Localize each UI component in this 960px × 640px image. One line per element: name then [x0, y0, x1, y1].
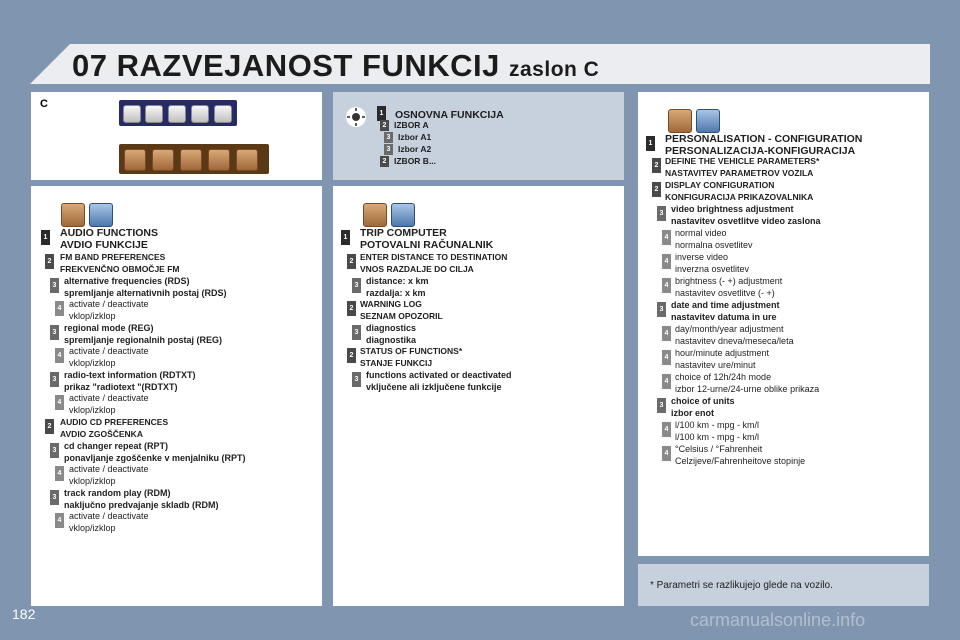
personal-line: KONFIGURACIJA PRIKAZOVALNIKA	[665, 192, 814, 202]
audio-line: ponavljanje zgoščenke v menjalniku (RPT)	[64, 453, 246, 463]
level-badge: 4	[55, 466, 64, 481]
audio-line: AUDIO CD PREFERENCES	[60, 417, 169, 427]
personal-line: normal video	[675, 228, 727, 238]
audio-line: track random play (RDM)	[64, 488, 171, 498]
personal-line: °Celsius / °Fahrenheit	[675, 444, 763, 454]
trip-line: distance: x km	[366, 276, 429, 286]
audio-alt-icon	[89, 203, 113, 227]
audio-line: activate / deactivate	[69, 346, 149, 356]
audio-line: FM BAND PREFERENCES	[60, 252, 166, 262]
personalisation-panel	[638, 92, 929, 556]
legend-item: IZBOR A	[394, 120, 429, 130]
audio-line: vklop/izklop	[69, 476, 116, 486]
audio-line: vklop/izklop	[69, 405, 116, 415]
audio-line: regional mode (REG)	[64, 323, 154, 333]
audio-line: activate / deactivate	[69, 393, 149, 403]
title-text: RAZVEJANOST FUNKCIJ	[116, 48, 500, 83]
level-badge: 2	[347, 301, 356, 316]
personal-line: nastavitev osvetlitve (- +)	[675, 288, 775, 298]
personal-line: choice of 12h/24h mode	[675, 372, 772, 382]
personal-line: nastavitev dneva/meseca/leta	[675, 336, 794, 346]
level-badge: 2	[45, 254, 54, 269]
personal-line: Celzijeve/Fahrenheitove stopinje	[675, 456, 806, 466]
level-badge: 1	[377, 106, 386, 121]
personal-line: izbor enot	[671, 408, 714, 418]
level-badge: 2	[347, 254, 356, 269]
level-badge: 3	[50, 372, 59, 387]
personal-line: DEFINE THE VEHICLE PARAMETERS*	[665, 156, 820, 166]
audio-line: naključno predvajanje skladb (RDM)	[64, 500, 219, 510]
legend-item: IZBOR B...	[394, 156, 437, 166]
trip-line: functions activated or deactivated	[366, 370, 512, 380]
audio-line: prikaz "radiotext "(RDTXT)	[64, 382, 178, 392]
level-badge: 3	[657, 398, 666, 413]
audio-line: AUDIO FUNCTIONS	[60, 227, 158, 239]
legend-item: OSNOVNA FUNKCIJA	[395, 109, 504, 121]
level-badge: 2	[380, 156, 389, 167]
page-title	[72, 48, 599, 84]
level-badge: 3	[384, 132, 393, 143]
personal-line: izbor 12-urne/24-urne oblike prikaza	[675, 384, 820, 394]
personal-line: nastavitev osvetlitve video zaslona	[671, 216, 821, 226]
level-badge: 2	[652, 182, 661, 197]
legend-item: Izbor A1	[398, 132, 432, 142]
audio-line: radio-text information (RDTXT)	[64, 370, 196, 380]
personal-line: inverse video	[675, 252, 729, 262]
trip-line: diagnostika	[366, 335, 417, 345]
personal-line: nastavitev ure/minut	[675, 360, 756, 370]
level-badge: 3	[657, 206, 666, 221]
level-badge: 2	[380, 120, 389, 131]
screen-menu-strip-selected	[119, 144, 269, 174]
level-badge: 2	[652, 158, 661, 173]
trip-line: STANJE FUNKCIJ	[360, 358, 433, 368]
audio-line: cd changer repeat (RPT)	[64, 441, 169, 451]
personal-line: l/100 km - mpg - km/l	[675, 420, 760, 430]
screen-menu-strip	[119, 100, 237, 126]
personal-line: day/month/year adjustment	[675, 324, 784, 334]
personal-line: PERSONALIZACIJA-KONFIGURACIJA	[665, 145, 856, 157]
level-badge: 3	[50, 325, 59, 340]
level-badge: 1	[41, 230, 50, 245]
legend-item: Izbor A2	[398, 144, 432, 154]
audio-line: AVDIO ZGOŠČENKA	[60, 429, 143, 439]
level-badge: 4	[55, 395, 64, 410]
footnote-box	[638, 564, 929, 606]
level-badge: 4	[662, 422, 671, 437]
audio-line: vklop/izklop	[69, 358, 116, 368]
audio-line: activate / deactivate	[69, 511, 149, 521]
audio-line: vklop/izklop	[69, 523, 116, 533]
chapter-number: 07	[72, 48, 108, 83]
level-badge: 4	[662, 278, 671, 293]
audio-menu-icon	[123, 105, 141, 123]
level-badge: 4	[662, 374, 671, 389]
level-badge: 3	[657, 302, 666, 317]
personal-line: DISPLAY CONFIGURATION	[665, 180, 775, 190]
level-badge: 4	[55, 348, 64, 363]
personal-line: PERSONALISATION - CONFIGURATION	[665, 133, 863, 145]
trip-alt-icon	[391, 203, 415, 227]
personal-line: l/100 km - mpg - km/l	[675, 432, 760, 442]
audio-line: spremljanje regionalnih postaj (REG)	[64, 335, 223, 345]
trip-menu-icon-selected	[152, 149, 174, 171]
level-badge: 3	[352, 325, 361, 340]
screen-c-panel	[31, 92, 322, 180]
phone-menu-icon-selected	[208, 149, 230, 171]
level-badge: 4	[55, 513, 64, 528]
level-badge: 4	[55, 301, 64, 316]
audio-line: alternative frequencies (RDS)	[64, 276, 190, 286]
personal-line: brightness (- +) adjustment	[675, 276, 783, 286]
level-badge: 3	[50, 490, 59, 505]
level-badge: 4	[662, 230, 671, 245]
config-menu-icon-selected	[236, 149, 258, 171]
personal-line: hour/minute adjustment	[675, 348, 770, 358]
trip-line: ENTER DISTANCE TO DESTINATION	[360, 252, 508, 262]
settings-menu-icon	[168, 105, 186, 123]
audio-line: vklop/izklop	[69, 311, 116, 321]
title-subtitle: zaslon C	[509, 58, 600, 81]
trip-line: SEZNAM OPOZORIL	[360, 311, 443, 321]
audio-line: activate / deactivate	[69, 464, 149, 474]
level-badge: 4	[662, 446, 671, 461]
trip-line: TRIP COMPUTER	[360, 227, 447, 239]
trip-line: razdalja: x km	[366, 288, 426, 298]
config-menu-icon	[214, 105, 232, 123]
level-badge: 4	[662, 254, 671, 269]
level-badge: 3	[50, 443, 59, 458]
config-alt-icon	[696, 109, 720, 133]
main-function-legend	[333, 92, 624, 180]
footnote-text: * Parametri se razlikujejo glede na vozilo.	[650, 580, 833, 591]
level-badge: 3	[50, 278, 59, 293]
personal-line: normalna osvetlitev	[675, 240, 753, 250]
trip-line: VNOS RAZDALJE DO CILJA	[360, 264, 474, 274]
level-badge: 1	[646, 136, 655, 151]
personal-line: nastavitev datuma in ure	[671, 312, 777, 322]
level-badge: 4	[662, 350, 671, 365]
audio-line: FREKVENČNO OBMOČJE FM	[60, 264, 180, 274]
audio-line: spremljanje alternativnih postaj (RDS)	[64, 288, 227, 298]
config-icon	[668, 109, 692, 133]
trip-computer-panel	[333, 186, 624, 606]
level-badge: 4	[662, 326, 671, 341]
personal-line: NASTAVITEV PARAMETROV VOZILA	[665, 168, 814, 178]
trip-line: POTOVALNI RAČUNALNIK	[360, 239, 494, 251]
level-badge: 2	[347, 348, 356, 363]
trip-line: STATUS OF FUNCTIONS*	[360, 346, 463, 356]
settings-menu-icon-selected	[180, 149, 202, 171]
level-badge: 2	[45, 419, 54, 434]
audio-line: AVDIO FUNKCIJE	[60, 239, 148, 251]
main-function-icon	[345, 106, 367, 128]
watermark: carmanualsonline.info	[690, 610, 866, 630]
page-number: 182	[12, 606, 36, 622]
trip-line: diagnostics	[366, 323, 417, 333]
trip-line: vključene ali izključene funkcije	[366, 382, 502, 392]
audio-icon	[61, 203, 85, 227]
audio-line: activate / deactivate	[69, 299, 149, 309]
phone-menu-icon	[191, 105, 209, 123]
personal-line: video brightness adjustment	[671, 204, 794, 214]
audio-functions-panel	[31, 186, 322, 606]
level-badge: 1	[341, 230, 350, 245]
trip-menu-icon	[145, 105, 163, 123]
personal-line: date and time adjustment	[671, 300, 780, 310]
screen-c-label: C	[40, 98, 48, 110]
level-badge: 3	[352, 278, 361, 293]
trip-icon	[363, 203, 387, 227]
personal-line: choice of units	[671, 396, 735, 406]
audio-menu-icon-selected	[124, 149, 146, 171]
trip-line: WARNING LOG	[360, 299, 422, 309]
personal-line: inverzna osvetlitev	[675, 264, 750, 274]
level-badge: 3	[352, 372, 361, 387]
level-badge: 3	[384, 144, 393, 155]
